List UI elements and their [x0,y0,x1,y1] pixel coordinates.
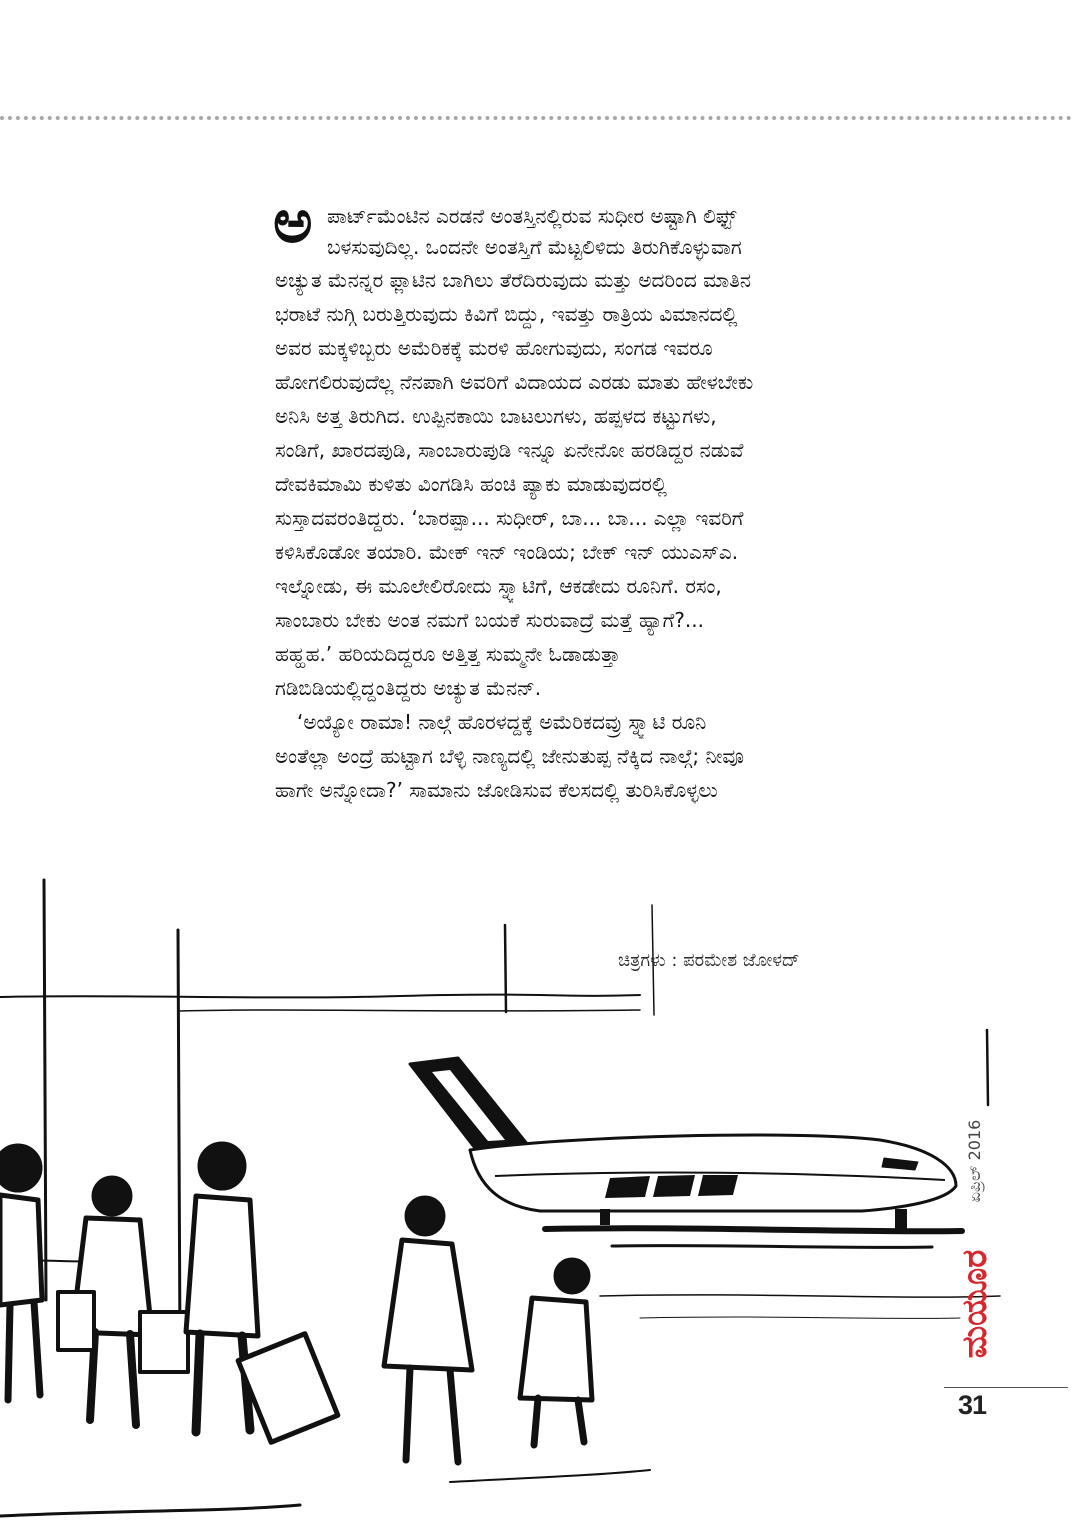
article-line: ಹೋಗಲಿರುವುದೆಲ್ಲ ನೆನಪಾಗಿ ಅವರಿಗೆ ವಿದಾಯದ ಎರಡು ಮಾತು ಹೇಳಬೇಕು [275,370,754,394]
drop-cap: ಅ [273,187,313,257]
article-line: ಬಳಸುವುದಿಲ್ಲ. ಒಂದನೇ ಅಂತಸ್ತಿಗೆ ಮೆಟ್ಟಲಿಳಿದು ತಿರುಗಿಕೊಳ್ಳುವಾಗ [327,235,742,259]
pole [987,1030,988,1105]
pole [178,930,180,1350]
traveler-legs [534,1398,584,1445]
logo-mark [605,1176,650,1198]
traveler-head [92,1176,132,1216]
traveler-body [186,1196,258,1336]
article-line: ಇಲ್ನೋಡು, ಈ ಮೂಲೇಲಿರೋದು ಸ್ನ್ಯಾಟಿಗೆ, ಆಕಡೇದು ರೂನಿಗೆ. ರಸಂ, [275,574,722,598]
ground-stroke [0,1505,300,1516]
article-line: ಅಚ್ಯುತ ಮೆನನ್ನರ ಫ್ಲಾಟಿನ ಬಾಗಿಲು ತೆರೆದಿರುವುದು ಮತ್ತು ಅದರಿಂದ ಮಾತಿನ [275,268,751,292]
article-line: ದೇವಕಿಮಾಮಿ ಕುಳಿತು ವಿಂಗಡಿಸಿ ಹಂಚಿ ಪ್ಯಾಕು ಮಾಡುವುದರಲ್ಲಿ [275,472,667,496]
window-rail [0,995,640,998]
pole [505,925,506,1012]
article-line: ಭರಾಟೆ ನುಗ್ಗಿ ಬರುತ್ತಿರುವುದು ಕಿವಿಗೆ ಬಿದ್ದು, ಇವತ್ತು ರಾತ್ರಿಯ ವಿಮಾನದಲ್ಲಿ [275,302,738,326]
article-line: ಅಂತೆಲ್ಲಾ ಅಂದ್ರೆ ಹುಟ್ಟಾಗ ಬೆಳ್ಳಿ ನಾಣ್ಯದಲ್ಲಿ ಜೇನುತುಪ್ಪ ನೆಕ್ಕಿದ ನಾಲ್ಗೆ; ನೀವೂ [275,744,744,768]
article-line: ಪಾರ್ಟ್‌ಮೆಂಟಿನ ಎರಡನೆ ಅಂತಸ್ತಿನಲ್ಲಿರುವ ಸುಧೀರ ಅಷ್ಟಾಗಿ ಲಿಫ್ಟ್ [327,204,737,228]
ground-stroke [612,1246,932,1248]
traveler-legs [406,1368,458,1462]
article-line: ಕಳಿಸಿಕೊಡೋ ತಯಾರಿ. ಮೇಕ್ ಇನ್ ಇಂಡಿಯ; ಬೇಕ್ ಇನ್ ಯುಎಸ್‌ಎ. [275,540,739,564]
traveler-body [520,1298,592,1400]
logo-mark [698,1175,738,1196]
traveler-legs [8,1302,40,1400]
ground-stroke [640,1317,960,1318]
traveler-body [384,1240,472,1370]
article-line: ಹಹ್ಹಹ.’ ಹರಿಯದಿದ್ದರೂ ಅತ್ತಿತ್ತ ಸುಮ್ಮನೇ ಓಡಾಡುತ್ತಾ [275,642,621,666]
magazine-name: ಮಯೂರ [955,1249,995,1359]
article-line: ಹಾಗೇ ಅನ್ನೋದಾ?’ ಸಾಮಾನು ಜೋಡಿಸುವ ಕೆಲಸದಲ್ಲಿ ತುರಿಸಿಕೊಳ್ಳಲು [275,778,718,802]
traveler-head [198,1142,246,1190]
article-line: ಅನಿಸಿ ಅತ್ತ ತಿರುಗಿದ. ಉಪ್ಪಿನಕಾಯಿ ಬಾಟಲುಗಳು, ಹಪ್ಪಳದ ಕಟ್ಟುಗಳು, [275,404,717,428]
illustration-credit: ಚಿತ್ರಗಳು : ಪರಮೇಶ ಜೋಳದ್ [618,950,800,971]
traveler-legs [196,1334,250,1432]
page-number: 31 [958,1390,987,1420]
article-line: ಗಡಿಬಿಡಿಯಲ್ಲಿದ್ದಂತಿದ್ದರು ಅಚ್ಯುತ ಮೆನನ್. [275,676,542,700]
footer-rule [944,1387,1068,1388]
traveler-figure [186,1142,338,1442]
article-line: ಸುಸ್ತಾದವರಂತಿದ್ದರು. ‘ಬಾರಪ್ಪಾ... ಸುಧೀರ್, ಬಾ... ಬಾ... ಎಲ್ಲಾ ಇವರಿಗೆ [275,506,744,530]
airplane [410,1058,956,1229]
logo-mark [653,1175,695,1197]
airline-logo [605,1175,738,1198]
suitcase [58,1292,94,1350]
ground-stroke [545,1228,962,1231]
traveler-head [405,1196,445,1236]
traveler-head [0,1144,42,1192]
traveler-legs [90,1332,136,1425]
traveler-figure [0,1144,42,1400]
article-line: ಅವರ ಮಕ್ಕಳಿಬ್ಬರು ಅಮೆರಿಕಕ್ಕೆ ಮರಳಿ ಹೋಗುವುದು, ಸಂಗಡ ಇವರೂ [275,336,713,360]
window-rail [180,1010,640,1011]
landing-gear [600,1209,610,1225]
pole [44,880,46,1300]
traveler-body [0,1195,42,1305]
ground-stroke [450,1470,650,1482]
traveler-figure [58,1176,188,1425]
traveler-figure [520,1258,592,1445]
article-line: ಸಂಡಿಗೆ, ಖಾರದಪುಡಿ, ಸಾಂಬಾರುಪುಡಿ ಇನ್ನೂ ಏನೇನೋ ಹರಡಿದ್ದರ ನಡುವೆ [275,438,744,462]
article-line: ‘ಅಯ್ಯೋ ರಾಮಾ! ನಾಲ್ಗೆ ಹೊರಳದ್ದಕ್ಕೆ ಅಮೆರಿಕದವ್ರು ಸ್ನ್ಯಾಟಿ ರೂನಿ [297,710,707,734]
traveler-figure [384,1196,472,1462]
article-line: ಸಾಂಬಾರು ಬೇಕು ಅಂತ ನಮಗೆ ಬಯಕೆ ಸುರುವಾದ್ರೆ ಮತ್ತೆ ಹ್ಯಾಗೆ?... [275,608,704,632]
issue-date: ಏಪ್ರಿಲ್ 2016 [965,1119,984,1203]
ground-stroke [600,1295,1000,1297]
landing-gear [895,1209,907,1229]
traveler-head [554,1258,590,1294]
suitcase [140,1312,188,1372]
